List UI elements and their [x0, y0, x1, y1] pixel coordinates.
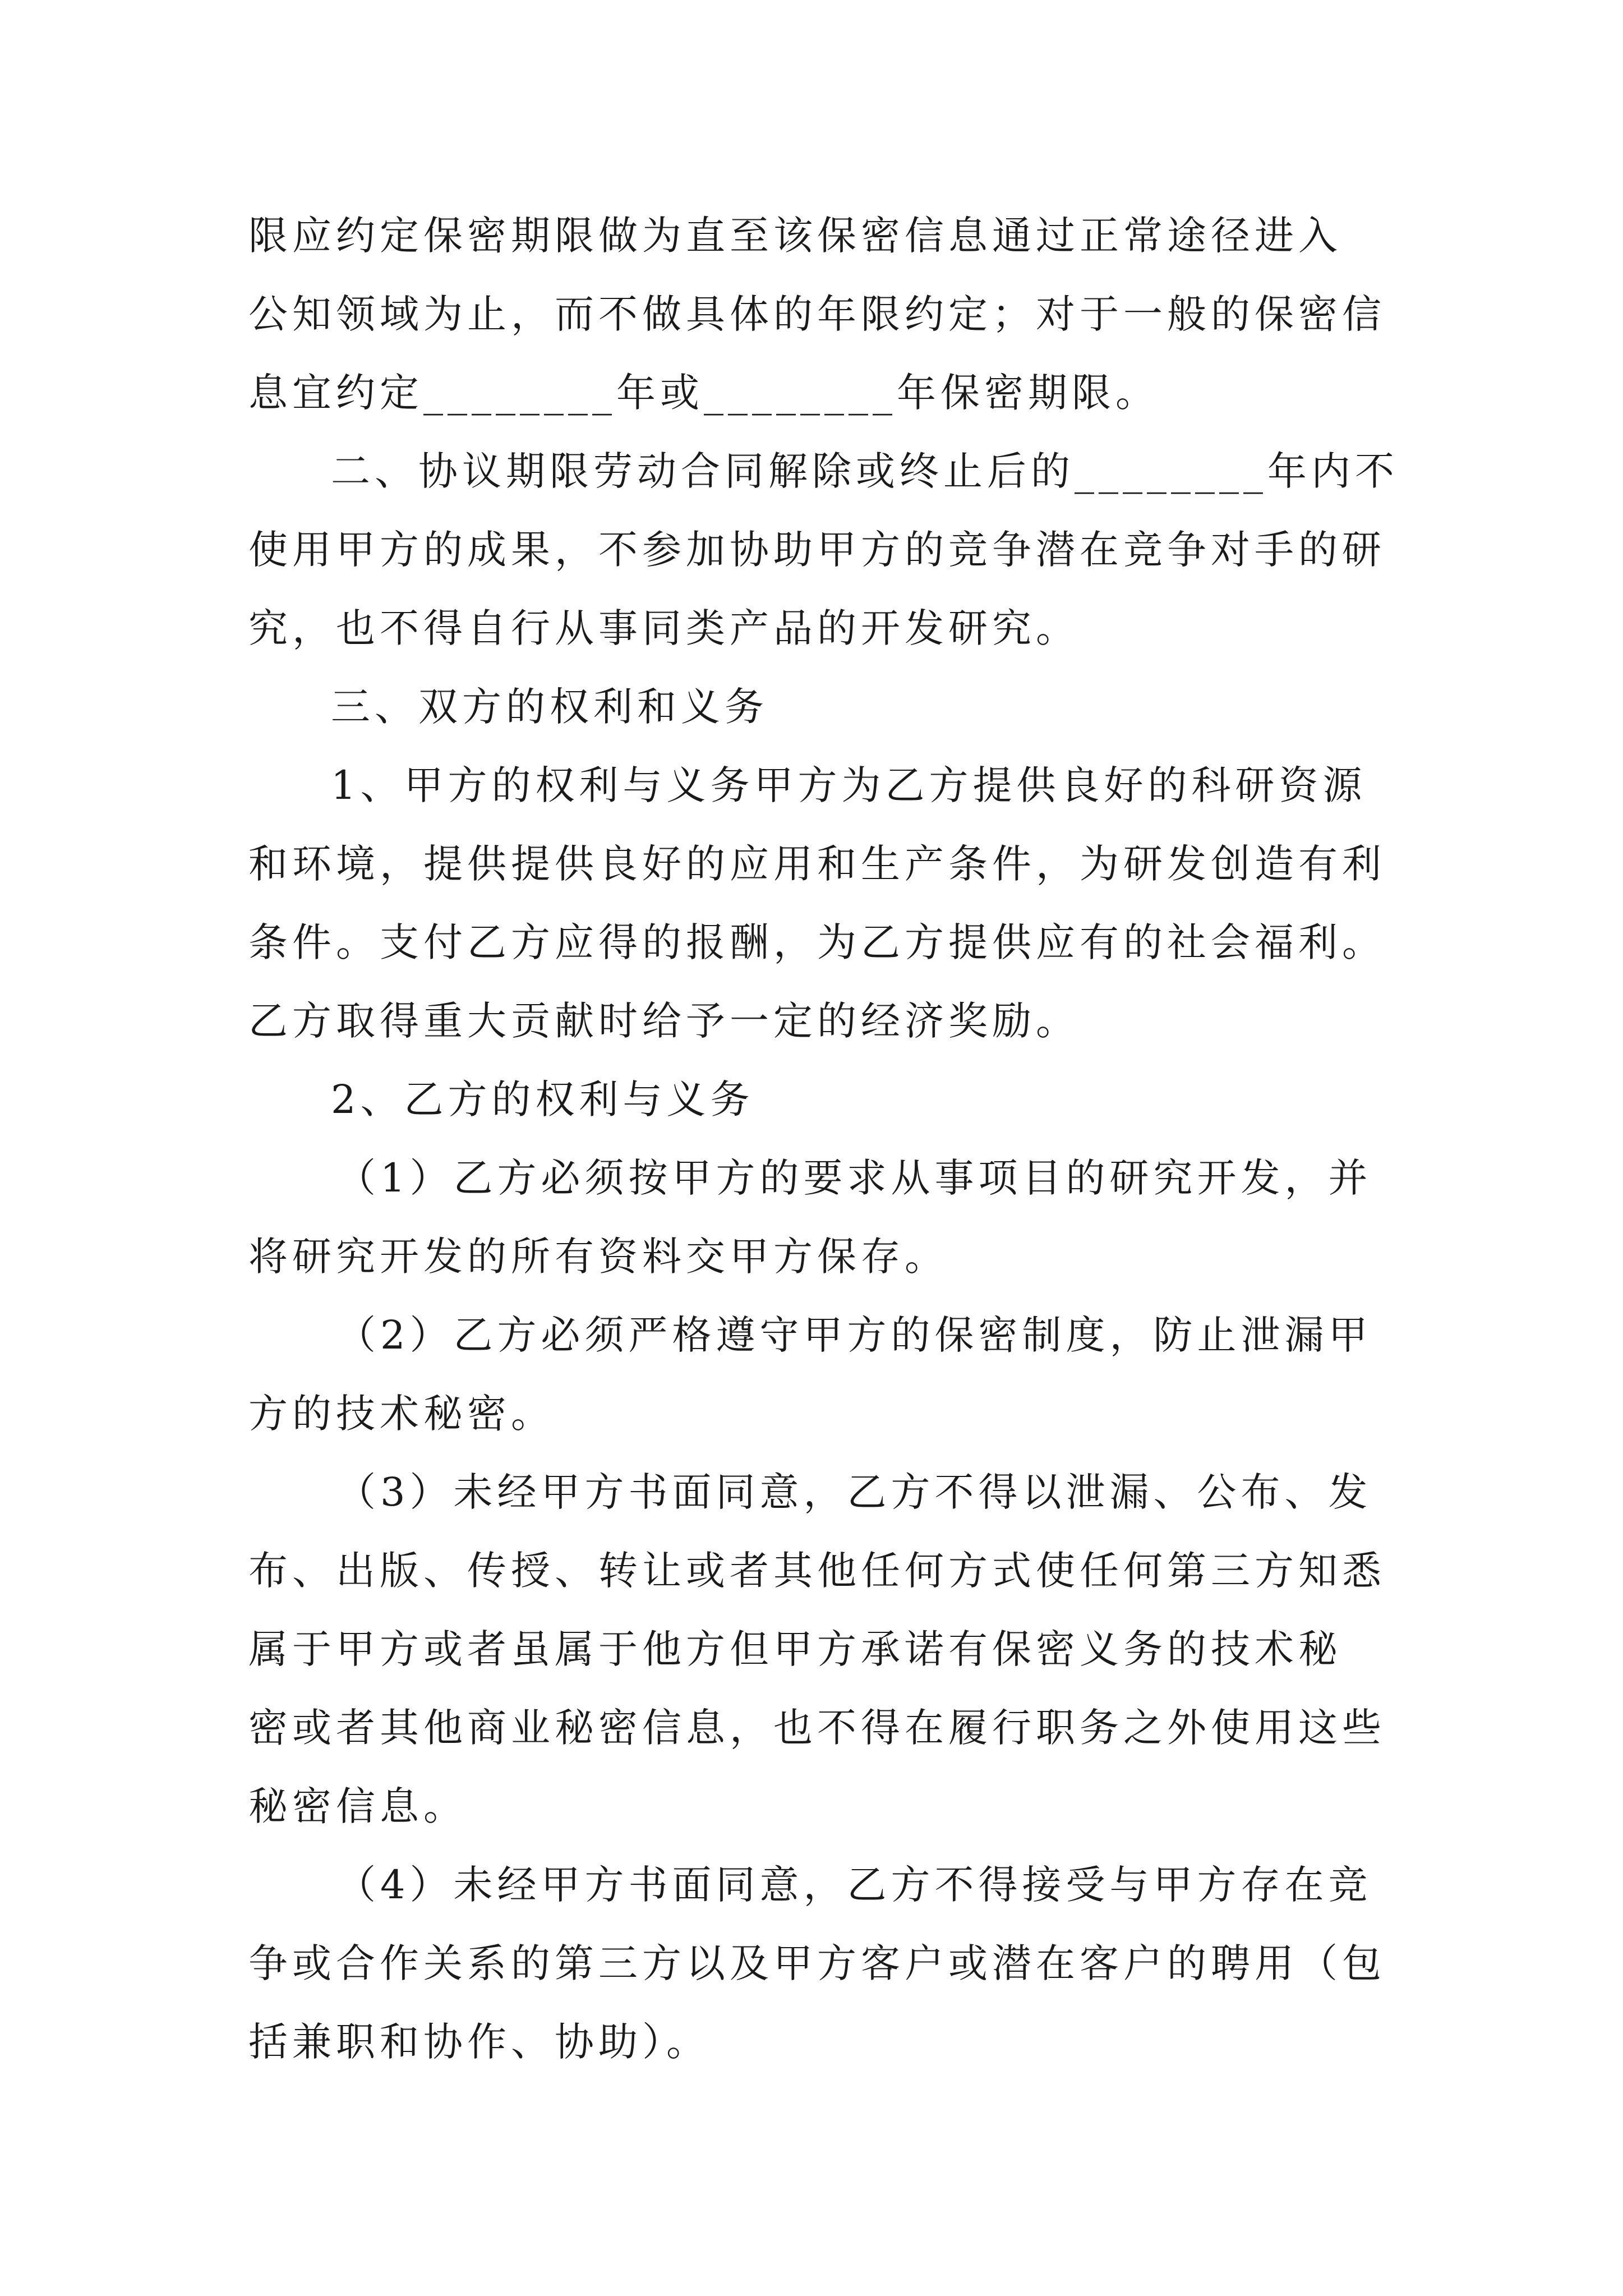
text-line: 使用甲方的成果，不参加协助甲方的竞争潜在竞争对手的研: [248, 527, 1386, 573]
item-3: （3）未经甲方书面同意，乙方不得以泄漏、公布、发: [336, 1469, 1372, 1515]
item-4: （4）未经甲方书面同意，乙方不得接受与甲方存在竞: [336, 1862, 1372, 1908]
text-line: 括兼职和协作、协助）。: [248, 2019, 710, 2065]
text-line: 将研究开发的所有资料交甲方保存。: [248, 1234, 948, 1280]
text-line: 布、出版、传授、转让或者其他任何方式使任何第三方知悉: [248, 1548, 1386, 1594]
text-line: 究，也不得自行从事同类产品的开发研究。: [248, 605, 1080, 651]
item-2: （2）乙方必须严格遵守甲方的保密制度，防止泄漏甲: [336, 1312, 1372, 1358]
clause-2-heading: 二、协议期限劳动合同解除或终止后的________年内不: [331, 448, 1399, 494]
text-line: 公知领域为止，而不做具体的年限约定；对于一般的保密信: [248, 291, 1386, 337]
text-line: 息宜约定________年或________年保密期限。: [248, 370, 1159, 416]
text-line: 密或者其他商业秘密信息，也不得在履行职务之外使用这些: [248, 1705, 1386, 1751]
text-line: 和环境，提供提供良好的应用和生产条件，为研发创造有利: [248, 841, 1386, 887]
text-line: 方的技术秘密。: [248, 1391, 555, 1437]
clause-1-heading: 1、甲方的权利与义务甲方为乙方提供良好的科研资源: [331, 762, 1367, 808]
text-line: 秘密信息。: [248, 1783, 467, 1829]
item-1: （1）乙方必须按甲方的要求从事项目的研究开发，并: [336, 1155, 1372, 1201]
text-line: 争或合作关系的第三方以及甲方客户或潜在客户的聘用（包: [248, 1940, 1386, 1986]
text-line: 限应约定保密期限做为直至该保密信息通过正常途径进入: [248, 213, 1342, 259]
text-line: 乙方取得重大贡献时给予一定的经济奖励。: [248, 998, 1080, 1044]
clause-2-subheading: 2、乙方的权利与义务: [331, 1076, 754, 1122]
text-line: 条件。支付乙方应得的报酬，为乙方提供应有的社会福利。: [248, 919, 1386, 965]
section-heading-rights: 三、双方的权利和义务: [331, 684, 768, 730]
text-line: 属于甲方或者虽属于他方但甲方承诺有保密义务的技术秘: [248, 1626, 1342, 1672]
